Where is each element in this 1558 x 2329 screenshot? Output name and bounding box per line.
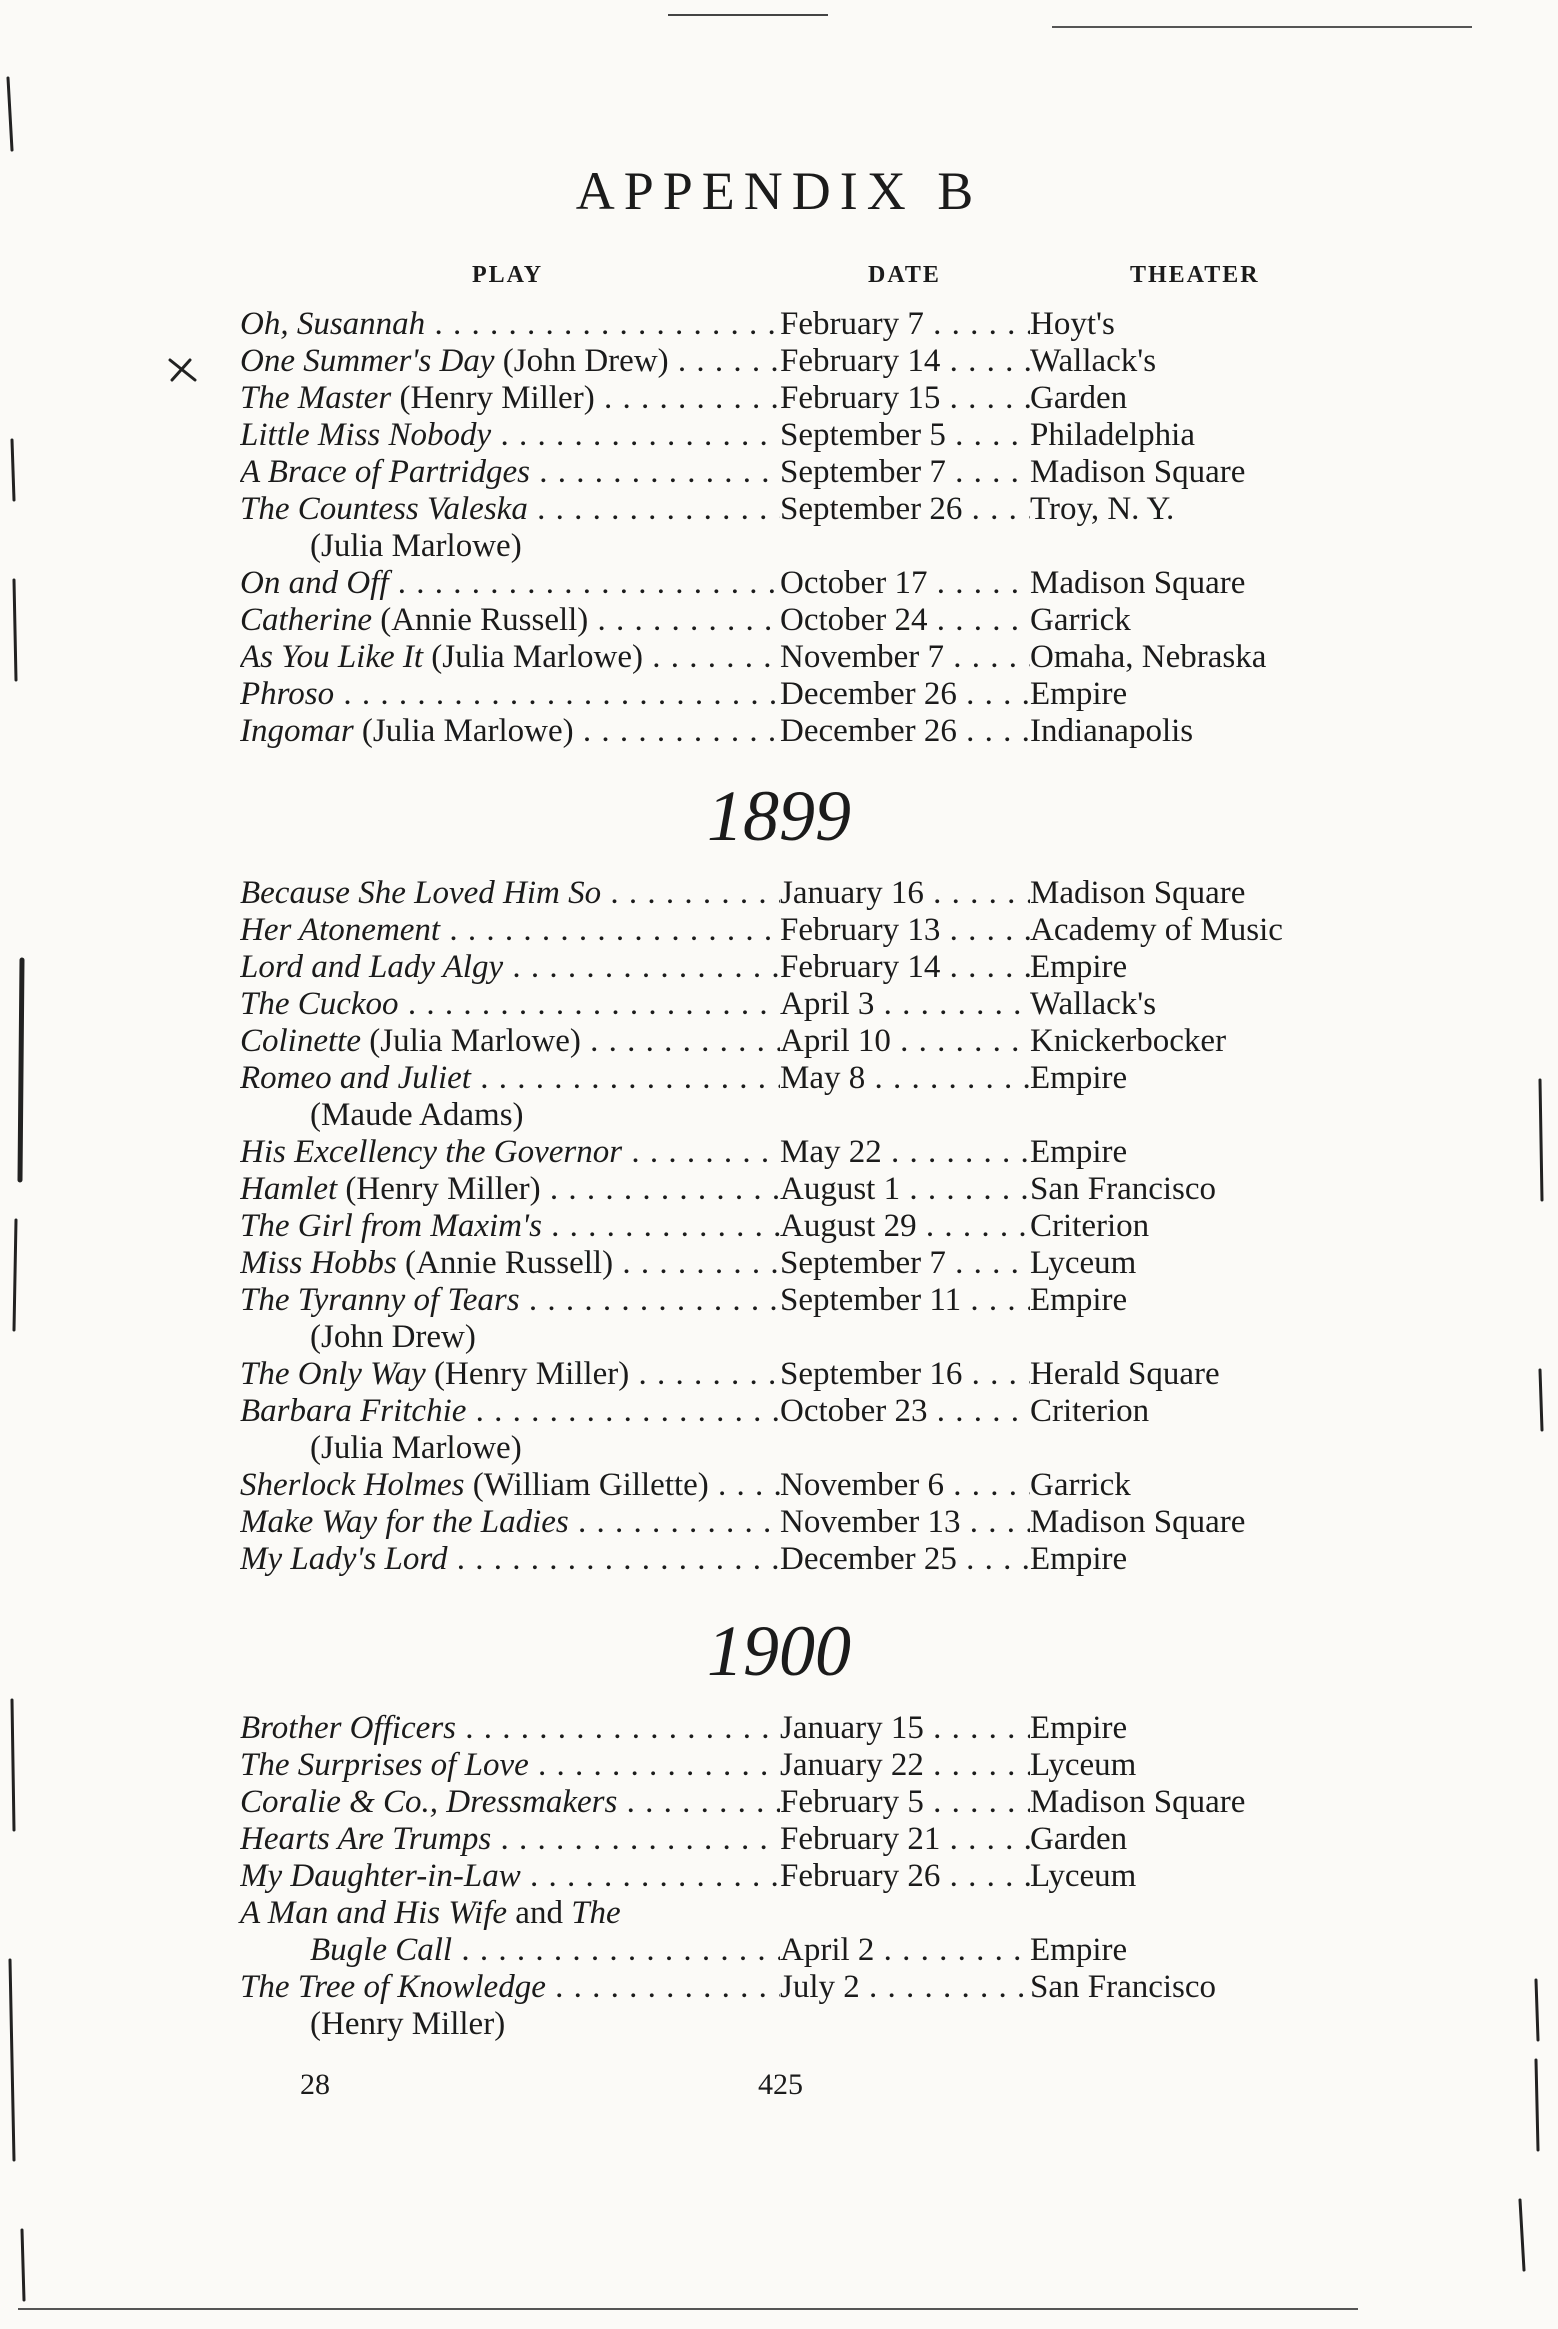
play-title: Bugle Call: [310, 1932, 453, 1968]
play-date: August 29 . . .: [780, 1208, 1030, 1245]
play-title-part: A Man and His Wife: [240, 1895, 508, 1931]
play-theater: Empire: [1030, 1541, 1128, 1577]
margin-mark: [1536, 2060, 1538, 2150]
play-title: Her Atonement: [240, 912, 441, 948]
margin-mark: [14, 1220, 16, 1330]
play-title: Colinette: [240, 1023, 361, 1059]
play-title: Phroso: [240, 676, 335, 712]
play-theater: Empire: [1030, 949, 1128, 985]
play-date: January 16 . . .: [780, 875, 1030, 912]
signature-mark: 28: [300, 2068, 330, 2101]
play-date: October 24 . . .: [780, 602, 1030, 639]
play-theater: Criterion: [1030, 1393, 1150, 1429]
margin-mark: [1536, 1980, 1538, 2040]
play-date: February 13 . . .: [780, 912, 1030, 949]
play-title: The Tree of Knowledge: [240, 1969, 546, 2005]
play-theater: Herald Square: [1030, 1356, 1220, 1392]
cast-line: (Henry Miller): [310, 2006, 506, 2042]
play-theater: Madison Square: [1030, 1784, 1246, 1820]
play-theater: Troy, N. Y.: [1030, 491, 1175, 527]
play-date: December 26 . . .: [780, 713, 1030, 750]
play-date: December 26 . . .: [780, 676, 1030, 713]
margin-mark: [20, 960, 22, 1180]
play-theater: Lyceum: [1030, 1747, 1137, 1783]
play-theater: Madison Square: [1030, 1504, 1246, 1540]
play-theater: Empire: [1030, 676, 1128, 712]
play-date: December 25 . . .: [780, 1541, 1030, 1578]
play-title: My Daughter-in-Law: [240, 1858, 521, 1894]
play-date: January 22 . . .: [780, 1747, 1030, 1784]
play-date: November 7 . . .: [780, 639, 1030, 676]
play-date: May 8 . . .: [780, 1060, 1030, 1097]
play-date: February 21 . . .: [780, 1821, 1030, 1858]
play-title: Hamlet: [240, 1171, 338, 1207]
play-title: Make Way for the Ladies: [240, 1504, 569, 1540]
play-title: One Summer's Day: [240, 343, 495, 379]
bottom-rule: [18, 2308, 1358, 2310]
margin-mark: [12, 1700, 14, 1830]
play-theater: Academy of Music: [1030, 912, 1283, 948]
play-date: February 14 . . .: [780, 343, 1030, 380]
header-theater: THEATER: [1130, 262, 1260, 288]
play-cast: (Julia Marlowe): [369, 1023, 581, 1059]
play-date: February 26 . . .: [780, 1858, 1030, 1895]
margin-mark: [1520, 2200, 1524, 2270]
play-cast: (William Gillette): [472, 1467, 709, 1503]
play-title: Romeo and Juliet: [240, 1060, 471, 1096]
page-number: 425: [758, 2068, 803, 2101]
play-theater: San Francisco: [1030, 1969, 1217, 2005]
play-title: On and Off: [240, 565, 389, 601]
margin-mark: [10, 1960, 14, 2160]
play-title: Brother Officers: [240, 1710, 456, 1746]
play-date: February 5 . . .: [780, 1784, 1030, 1821]
play-date: April 10 . . .: [780, 1023, 1030, 1060]
play-date: September 5 . . .: [780, 417, 1030, 454]
header-play: PLAY: [472, 262, 544, 288]
play-title: The Surprises of Love: [240, 1747, 529, 1783]
play-date: April 3 . . .: [780, 986, 1030, 1023]
play-title: Sherlock Holmes: [240, 1467, 465, 1503]
play-title: The Countess Valeska: [240, 491, 528, 527]
margin-x-mark: [170, 360, 195, 380]
play-date: September 26 . . .: [780, 491, 1030, 528]
play-cast: (John Drew): [502, 343, 669, 379]
margin-mark: [14, 580, 16, 680]
play-date: January 15 . . .: [780, 1710, 1030, 1747]
play-theater: Lyceum: [1030, 1245, 1137, 1281]
play-title: Coralie & Co., Dressmakers: [240, 1784, 618, 1820]
play-date: October 17 . . .: [780, 565, 1030, 602]
margin-mark: [22, 2230, 24, 2300]
play-title: As You Like It: [240, 639, 424, 675]
play-theater: Empire: [1030, 1134, 1128, 1170]
play-title: Hearts Are Trumps: [240, 1821, 492, 1857]
play-theater: Madison Square: [1030, 565, 1246, 601]
play-title: Miss Hobbs: [240, 1245, 397, 1281]
play-date: September 11 . . .: [780, 1282, 1030, 1319]
play-title-part: The: [571, 1895, 621, 1931]
play-date: August 1 . . .: [780, 1171, 1030, 1208]
play-title: Oh, Susannah: [240, 306, 426, 342]
play-title: My Lady's Lord: [240, 1541, 448, 1577]
play-title: The Cuckoo: [240, 986, 399, 1022]
play-title: The Tyranny of Tears: [240, 1282, 520, 1318]
margin-mark: [1540, 1080, 1542, 1200]
margin-mark: [8, 78, 12, 150]
play-date: September 7 . . .: [780, 454, 1030, 491]
play-theater: Omaha, Nebraska: [1030, 639, 1267, 675]
play-cast: (Henry Miller): [434, 1356, 630, 1392]
play-date: November 6 . . .: [780, 1467, 1030, 1504]
play-theater: Madison Square: [1030, 454, 1246, 490]
play-title: The Girl from Maxim's: [240, 1208, 542, 1244]
play-theater: Empire: [1030, 1282, 1128, 1318]
play-date: April 2 . . .: [780, 1932, 1030, 1969]
play-theater: Empire: [1030, 1060, 1128, 1096]
play-date: October 23 . . .: [780, 1393, 1030, 1430]
play-cast: (Annie Russell): [405, 1245, 614, 1281]
year-heading: 1900: [707, 1611, 851, 1691]
play-cast: (Annie Russell): [380, 602, 589, 638]
play-title: Little Miss Nobody: [240, 417, 492, 453]
page-title: APPENDIX B: [575, 161, 983, 221]
play-theater: Garrick: [1030, 1467, 1131, 1503]
play-title-part: and: [515, 1895, 563, 1931]
play-date: February 14 . . .: [780, 949, 1030, 986]
cast-line: (Julia Marlowe): [310, 1430, 522, 1466]
margin-mark: [12, 440, 14, 500]
cast-line: (Julia Marlowe): [310, 528, 522, 564]
play-title: Lord and Lady Algy: [240, 949, 504, 985]
play-theater: Philadelphia: [1030, 417, 1195, 453]
play-date: July 2 . . .: [780, 1969, 1030, 2006]
top-rule: [668, 14, 828, 16]
play-theater: Empire: [1030, 1710, 1128, 1746]
year-heading: 1899: [707, 776, 851, 856]
play-title: The Only Way: [240, 1356, 426, 1392]
play-cast: (Henry Miller): [345, 1171, 541, 1207]
play-title: The Master: [240, 380, 392, 416]
play-theater: Lyceum: [1030, 1858, 1137, 1894]
top-rule-right: [1052, 26, 1472, 28]
play-theater: Empire: [1030, 1932, 1128, 1968]
play-theater: Madison Square: [1030, 875, 1246, 911]
play-theater: Knickerbocker: [1030, 1023, 1227, 1059]
cast-line: (Maude Adams): [310, 1097, 524, 1133]
play-theater: San Francisco: [1030, 1171, 1217, 1207]
play-date: May 22 . . .: [780, 1134, 1030, 1171]
play-cast: (Julia Marlowe): [361, 713, 574, 749]
play-date: November 13 . . .: [780, 1504, 1030, 1541]
play-cast: (Julia Marlowe): [431, 639, 643, 675]
header-date: DATE: [868, 262, 941, 288]
play-date: February 15 . . .: [780, 380, 1030, 417]
play-theater: Garrick: [1030, 602, 1131, 638]
play-theater: Indianapolis: [1030, 713, 1194, 749]
play-title: Catherine: [240, 602, 372, 638]
margin-mark: [1540, 1370, 1542, 1430]
play-title: Because She Loved Him So: [240, 875, 602, 911]
play-theater: Garden: [1030, 380, 1128, 416]
play-date: February 7 . . .: [780, 306, 1030, 343]
play-title: Barbara Fritchie: [240, 1393, 467, 1429]
play-theater: Wallack's: [1030, 986, 1157, 1022]
play-title: His Excellency the Governor: [240, 1134, 623, 1170]
play-title: Ingomar: [240, 713, 354, 749]
title-continuation-line: [240, 1895, 621, 1932]
play-cast: (Henry Miller): [399, 380, 595, 416]
play-title: A Brace of Partridges: [240, 454, 530, 490]
play-date: September 16 . . .: [780, 1356, 1030, 1393]
play-theater: Hoyt's: [1030, 306, 1115, 342]
play-date: September 7 . . .: [780, 1245, 1030, 1282]
play-theater: Wallack's: [1030, 343, 1157, 379]
play-theater: Criterion: [1030, 1208, 1150, 1244]
cast-line: (John Drew): [310, 1319, 476, 1355]
play-theater: Garden: [1030, 1821, 1128, 1857]
